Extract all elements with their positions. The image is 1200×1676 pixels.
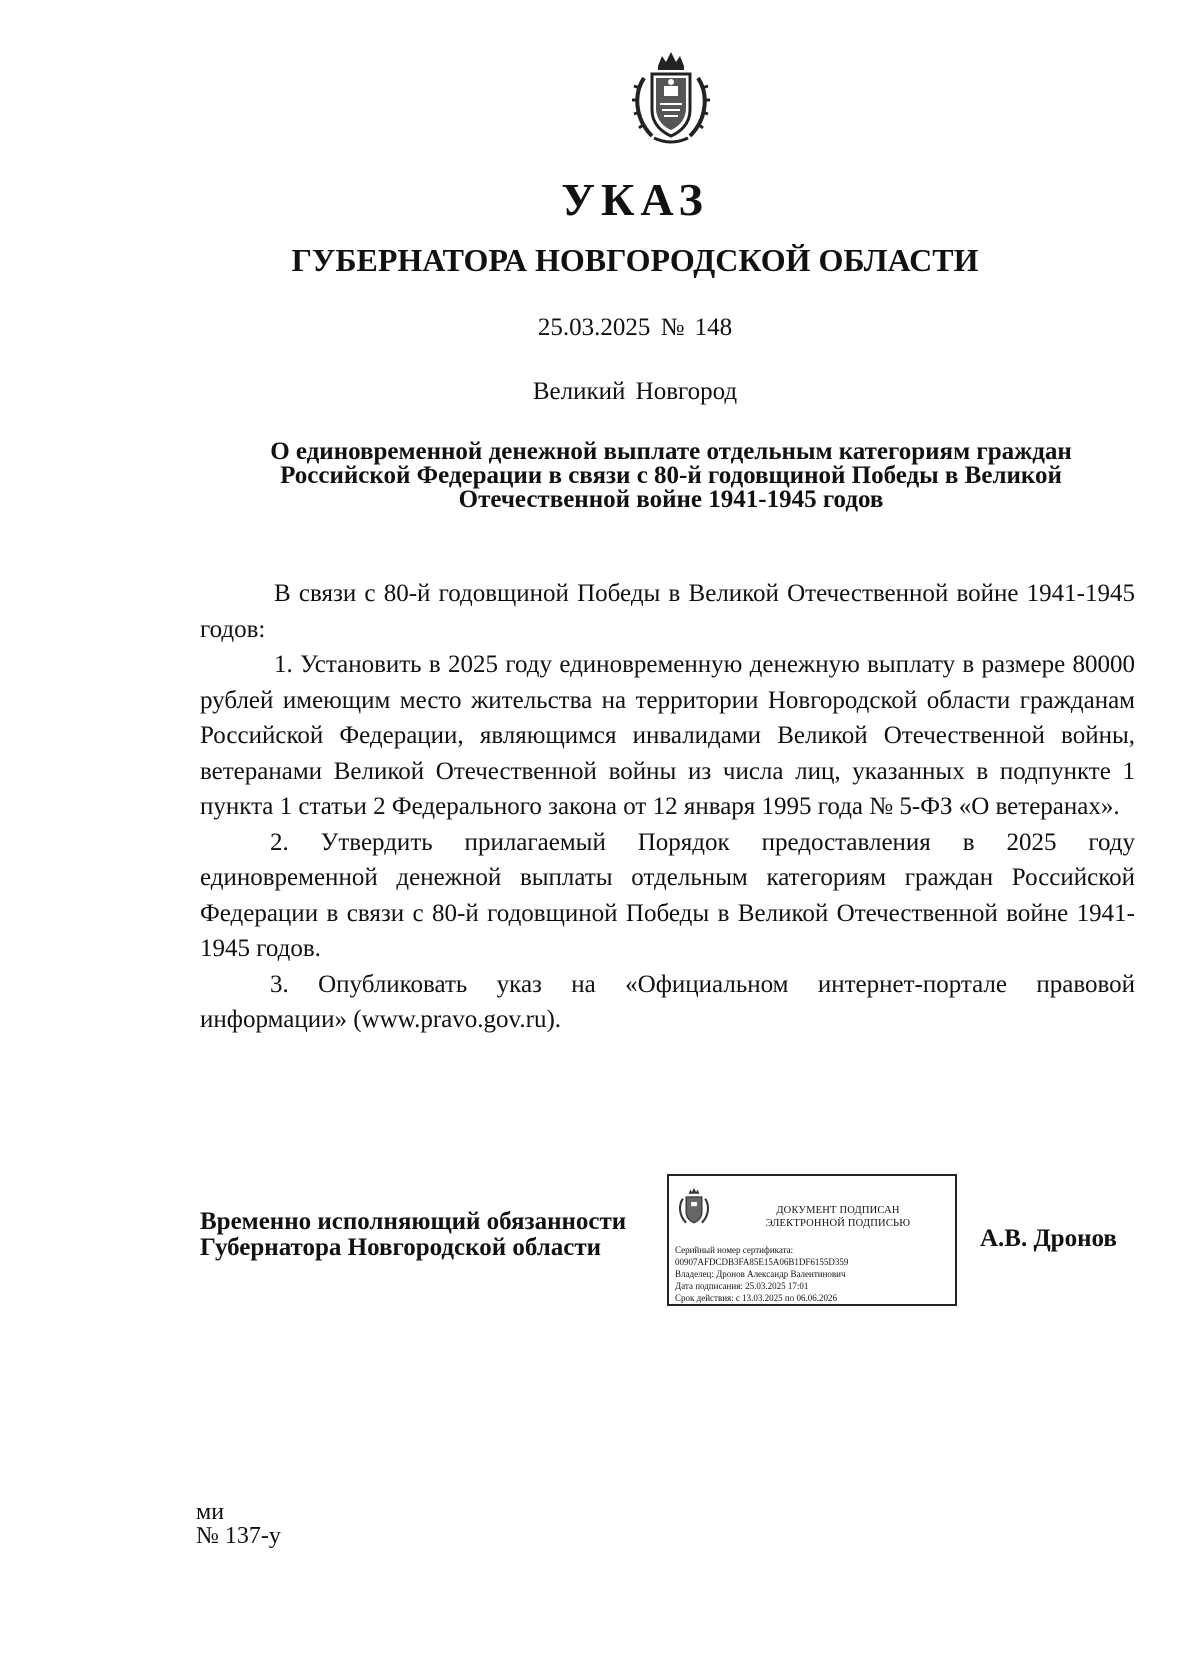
stamp-details (675, 1244, 951, 1304)
footer-initials: ми (196, 1499, 225, 1525)
document-number: 148 (694, 314, 733, 341)
document-title: УКАЗ (561, 174, 709, 225)
stamp-heading (727, 1204, 949, 1230)
body-paragraph: В связи с 80-й годовщиной Победы в Великой Отечественной войне 1941-1945 годов: (200, 580, 1135, 643)
stamp-emblem-icon (677, 1186, 711, 1228)
stamp-serial: 00907AFDCDB3FA85E15A06B1DF6155D359 (675, 1257, 849, 1267)
heading-line: Российской Федерации в связи с 80-й годовщиной Победы в Великой (280, 462, 1062, 489)
body-paragraph: 1. Установить в 2025 году единовременную денежную выплату в размере 80000 рублей имеющим место жительства на территории Новгородской области гражданам Российской Федерации, являющимся инвалидами Великой Отечественной войны, ветеранами Великой Отечественной войны из числа лиц, указанных в подпункте 1 пункта 1 статьи 2 Федерального закона от 12 января 1995 года № 5-ФЗ «О ветеранах». (200, 651, 1135, 820)
footer-reg-number: № 137-у (196, 1523, 281, 1549)
footer-registration (196, 1500, 281, 1548)
coat-of-arms-emblem (630, 48, 712, 148)
body-paragraph: 2. Утвердить прилагаемый Порядок предоставления в 2025 году единовременной денежной выплаты отдельным категориям граждан Российской Федерации в связи с 80-й годовщиной Победы в Великой Отечественной войне 1941-1945 годов. (200, 828, 1135, 962)
heading-line: Отечественной войне 1941-1945 годов (458, 486, 884, 513)
document-subtitle: ГУБЕРНАТОРА НОВГОРОДСКОЙ ОБЛАСТИ (291, 242, 979, 278)
document-city: Великий Новгород (532, 378, 738, 405)
stamp-heading-line: ДОКУМЕНТ ПОДПИСАН (776, 1205, 900, 1216)
body-paragraph: 3. Опубликовать указ на «Официальном интернет-портале правовой информации» (www.pravo.gov.ru). (200, 970, 1135, 1033)
document-heading (200, 440, 1142, 512)
stamp-signed-date: Дата подписания: 25.03.2025 17:01 (675, 1281, 809, 1291)
signatory-name: А.В. Дронов (980, 1225, 1117, 1252)
document-date: 25.03.2025 (537, 314, 651, 341)
stamp-heading-line: ЭЛЕКТРОННОЙ ПОДПИСЬЮ (765, 1218, 911, 1229)
signatory-position (200, 1209, 626, 1261)
stamp-validity: Срок действия: с 13.03.2025 по 06.06.2026 (675, 1293, 837, 1303)
stamp-owner: Владелец: Дронов Александр Валентинович (675, 1269, 846, 1279)
signatory-position-line: Временно исполняющий обязанности (200, 1208, 627, 1235)
signatory-position-line: Губернатора Новгородской области (200, 1234, 602, 1261)
heading-line: О единовременной денежной выплате отдельным категориям граждан (270, 438, 1072, 465)
stamp-serial-label: Серийный номер сертификата: (675, 1245, 794, 1255)
date-number-line (0, 311, 1200, 345)
electronic-signature-stamp (667, 1174, 957, 1306)
number-sign: № (660, 314, 685, 341)
document-body (200, 576, 1135, 1038)
